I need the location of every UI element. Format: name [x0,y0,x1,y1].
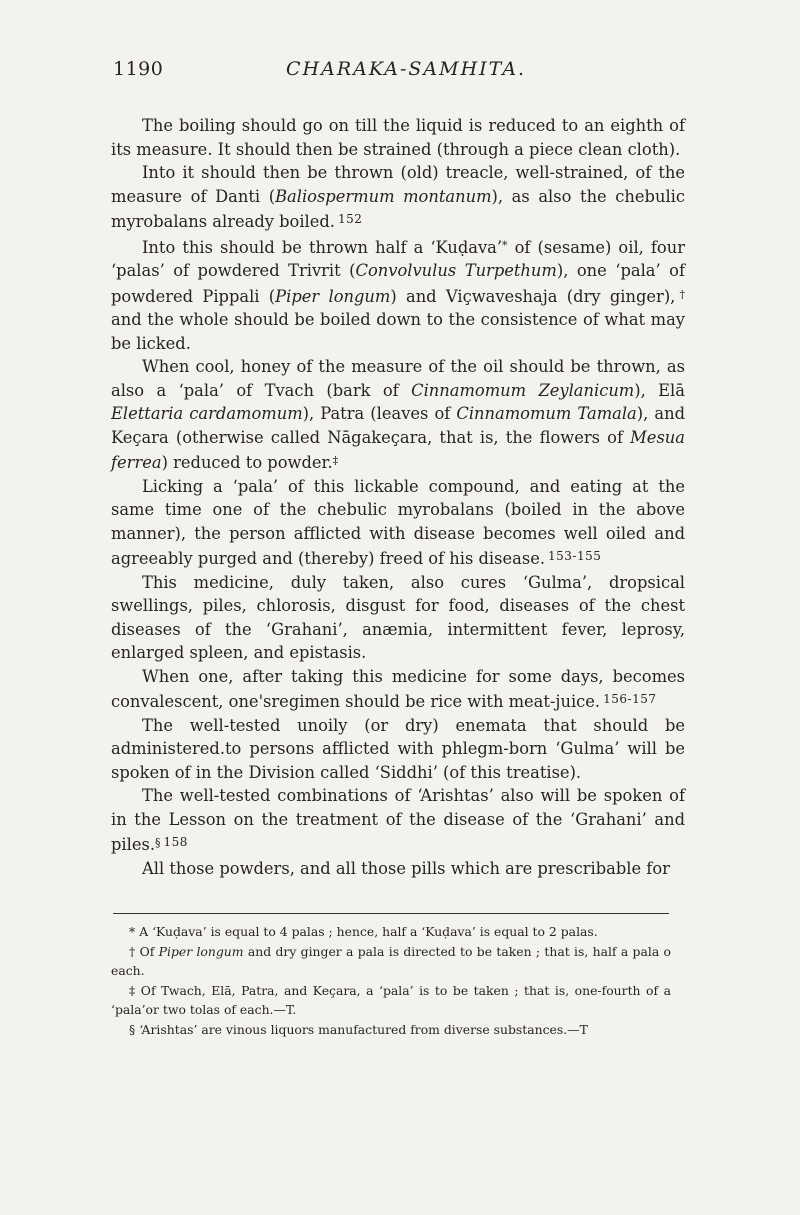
botanical-name: Piper longum [275,286,391,306]
footnote: † Of Piper longum and dry ginger a pala is directed to be taken ; that is, half a pala o each. [111,944,671,978]
botanical-name: Mesua ferrea [111,427,685,472]
footnote-marker: † [129,944,136,959]
botanical-name: Baliospermum montanum [275,186,492,206]
footnote-marker: † [675,287,685,301]
footnote-marker: * [502,238,508,252]
footnote-marker: ‡ [129,983,137,998]
paragraph: Into this should be thrown half a ‘Kuḍava’* of (sesame) oil, four ‘palas’ of powdered Trivrit (Convolvulus Turpethum), one ‘pala’ of powdered Pippali (Piper longum) and Viçwaveshaja (dry ginger),† and the whole should be boiled down to the consistence of what may be licked. [111,237,686,353]
page-header [113,58,683,88]
verse-number: 153-155 [548,549,602,563]
footnote: § ‘Arishtas’ are vinous liquors manufactured from diverse substances.—T [129,1022,588,1037]
page-number: 1190 [113,58,164,80]
footnote-marker: * [129,924,136,939]
paragraph: When one, after taking this medicine for some days, becomes convalescent, one'sregimen should be rice with meat-juice. $^{156-157}$ [111,666,685,711]
botanical-name: Convolvulus Turpethum [355,261,557,280]
paragraph: The well-tested combinations of ‘Arishtas’ also will be spoken of in the Lesson on the treatment of the disease of the ‘Grahani’ and piles.§ $^{158}$ [111,786,685,854]
footnote-divider [113,913,669,914]
verse-number: 158 [163,835,188,849]
paragraph: Licking a ‘pala’ of this lickable compound, and eating at the same time one of the chebulic myrobalans (boiled in the above manner), the person afflicted with disease becomes well oiled and agreeably purged and (thereby) freed of his disease. $^{153-155}$ [111,476,685,568]
footnote: * A ‘Kuḍava’ is equal to 4 palas ; hence, half a ‘Kuḍava’ is equal to 2 palas. [129,924,598,939]
main-text [111,114,685,880]
botanical-name: Elettaria cardamomum [111,404,303,423]
footnote: ‡ Of Twach, Elā, Patra, and Keçara, a ‘pala’ is to be taken ; that is, one-fourth of a ‘pala’or two tolas of each.—T. [111,983,671,1017]
footnote-marker: § [155,836,161,849]
paragraph: When cool, honey of the measure of the oil should be thrown, as also a ‘pala’ of Tvach (bark of Cinnamomum Zeylanicum), Elā Elettaria cardamomum), Patra (leaves of Cinnamomum Tamala), and Keçara (otherwise called Nāgakeçara, that is, the flowers of Mesua ferrea) reduced to powder.‡ [111,357,685,472]
footnotes [111,922,671,1040]
paragraph: The well-tested unoily (or dry) enemata that should be administered.to persons afflicted with phlegm-born ‘Gulma’ will be spoken of in the Division called ‘Siddhi’ (of this treatise). [111,715,685,782]
botanical-name: Piper longum [158,944,244,959]
botanical-name: Cinnamomum Zeylanicum [411,380,635,400]
footnote-marker: § [129,1022,136,1037]
paragraph: The boiling should go on till the liquid is reduced to an eighth of its measure. It should then be strained (through a piece clean cloth). [111,116,685,159]
botanical-name: Cinnamomum Tamala [456,404,637,423]
paragraph: This medicine, duly taken, also cures ‘Gulma’, dropsical swellings, piles, chlorosis, disgust for food, diseases of the chest diseases of the ‘Grahani’, anæmia, intermittent fever, leprosy, enlarged spleen, and epistasis. [111,572,685,662]
running-title: CHARAKA-SAMHITA. [286,58,527,80]
verse-number: 152 [338,212,363,226]
verse-number: 156-157 [603,692,657,706]
footnote-marker: ‡ [332,454,339,467]
paragraph: All those powders, and all those pills which are prescribable for [142,858,670,878]
paragraph: Into it should then be thrown (old) treacle, well-strained, of the measure of Danti (Baliospermum montanum), as also the chebulic myrobalans already boiled. $^{152}$ [111,163,685,231]
